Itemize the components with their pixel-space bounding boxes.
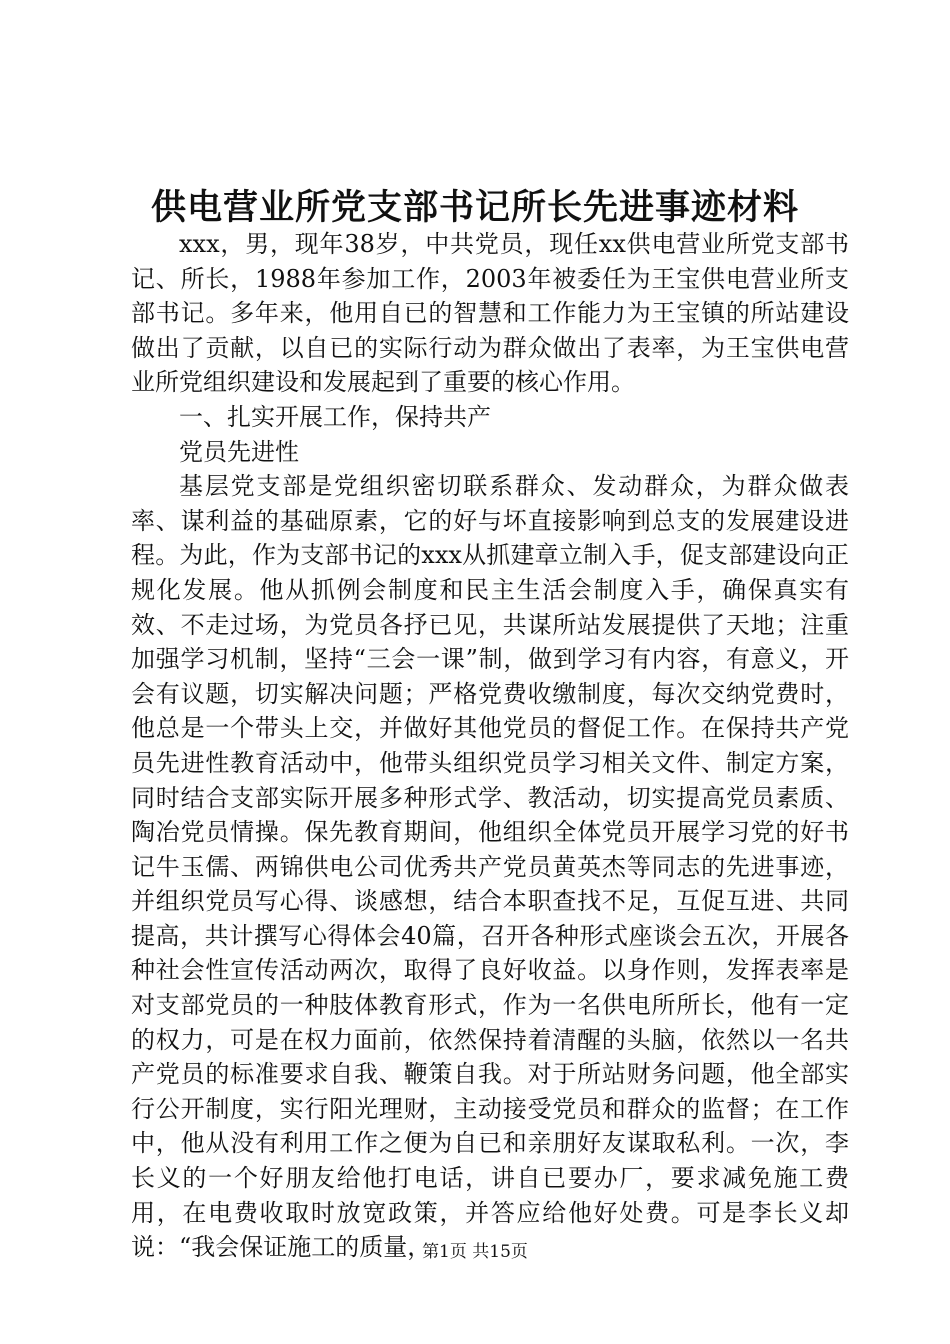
document-body — [131, 227, 849, 1265]
section-heading-line-2: 党员先进性 — [179, 437, 299, 466]
paragraph-intro: xxx，男，现年38岁，中共党员，现任xx供电营业所党支部书记、所长，1988年参加工作，2003年被委任为王宝供电营业所支部书记。多年来，他用自已的智慧和工作能力为王宝镇的所站建设做出了贡献，以自已的实际行动为群众做出了表率，为王宝供电营业所党组织建设和发展起到了重要的核心作用。 — [131, 230, 849, 397]
section-heading-line-1: 一、扎实开展工作，保持共产 — [179, 402, 491, 431]
page-footer: 第1页 共15页 — [422, 1242, 528, 1262]
paragraph-main: 基层党支部是党组织密切联系群众、发动群众，为群众做表率、谋利益的基础原素，它的好与坏直接影响到总支的发展建设进程。为此，作为支部书记的xxx从抓建章立制入手，促支部建设向正规化发展。他从抓例会制度和民主生活会制度入手，确保真实有效、不走过场，为党员各抒已见，共谋所站发展提供了天地；注重加强学习机制，坚持“三会一课”制，做到学习有内容，有意义，开会有议题，切实解决问题；严格党费收缴制度，每次交纳党费时，他总是一个带头上交，并做好其他党员的督促工作。在保持共产党员先进性教育活动中，他带头组织党员学习相关文件、制定方案，同时结合支部实际开展多种形式学、教活动，切实提高党员素质、陶冶党员情操。保先教育期间，他组织全体党员开展学习党的好书记牛玉儒、两锦供电公司优秀共产党员黄英杰等同志的先进事迹，并组织党员写心得、谈感想，结合本职查找不足，互促互进、共同提高，共计撰写心得体会40篇，召开各种形式座谈会五次，开展各种社会性宣传活动两次，取得了良好收益。以身作则，发挥表率是对支部党员的一种肢体教育形式，作为一名供电所所长，他有一定的权力，可是在权力面前，依然保持着清醒的头脑，依然以一名共产党员的标准要求自我、鞭策自我。对于所站财务问题，他全部实行公开制度，实行阳光理财，主动接受党员和群众的监督；在工作中，他从没有利用工作之便为自已和亲朋好友谋取私利。一次，李长义的一个好朋友给他打电话，讲自已要办厂，要求减免施工费用，在电费收取时放宽政策，并答应给他好处费。可是李长义却说：“我会保证施工的质量， — [131, 472, 849, 1262]
document-title: 供电营业所党支部书记所长先进事迹材料 — [150, 187, 799, 228]
